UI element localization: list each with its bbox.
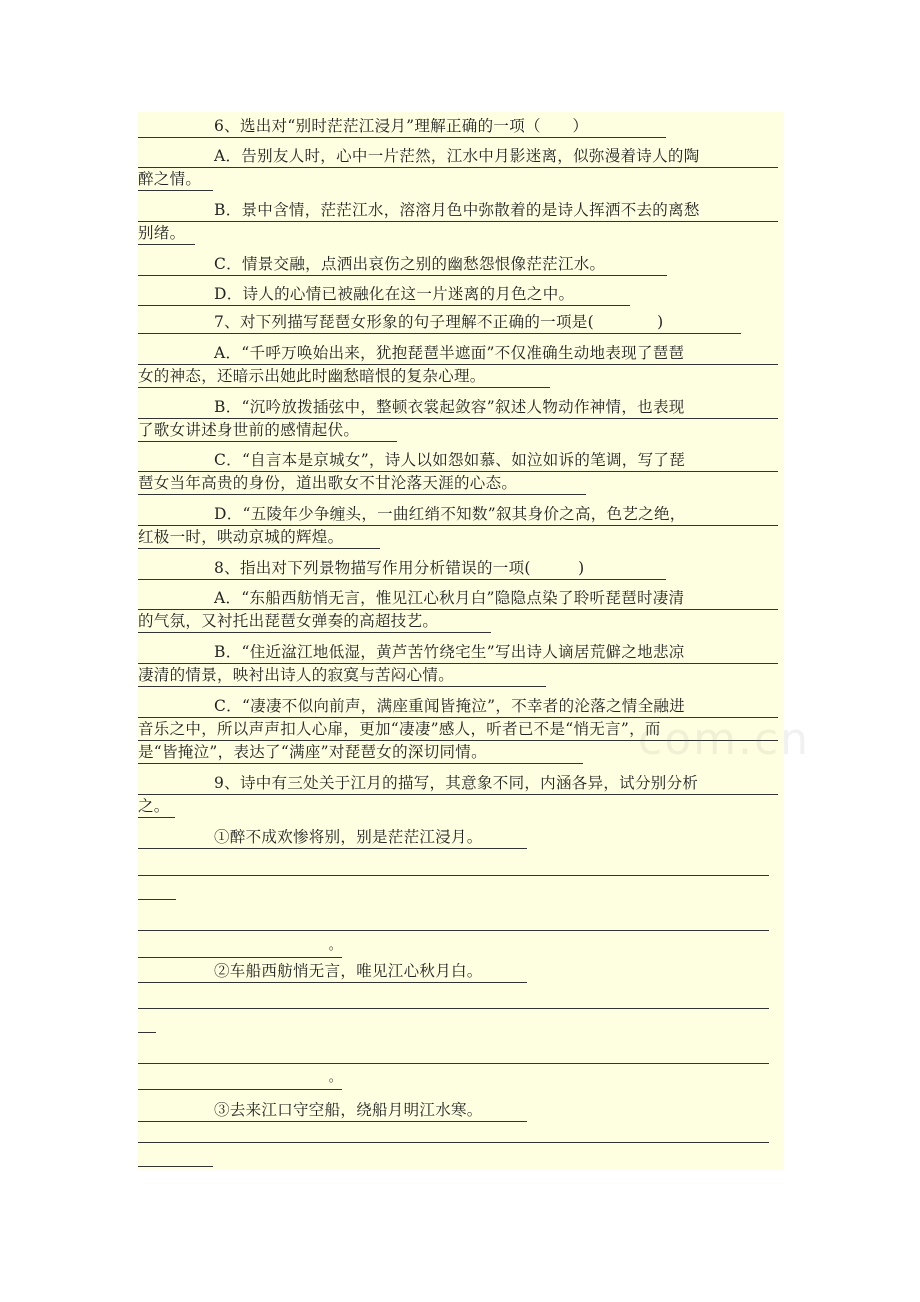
- q6-option-a-line1: A．告别友人时，心中一片茫然，江水中月影迷离，似弥漫着诗人的陶: [138, 145, 778, 168]
- q7-option-b-line1: B．“沉吟放拨插弦中，整顿衣裳起敛容”叙述人物动作神情，也表现: [138, 396, 778, 419]
- q8-option-c-line3: 是“皆掩泣”，表达了“满座”对琵琶女的深切同情。: [138, 741, 583, 764]
- q8-option-b-line2: 凄清的情景，映衬出诗人的寂寞与苦闷心情。: [138, 664, 546, 687]
- q8-option-b-line1: B．“住近湓江地低湿，黄芦苦竹绕宅生”写出诗人谪居荒僻之地悲凉: [138, 641, 778, 664]
- q6-option-c: C．情景交融，点洒出哀伤之别的幽愁怨恨像茫茫江水。: [138, 253, 667, 276]
- q7-option-d-line2: 红极一时，哄动京城的辉煌。: [138, 526, 380, 549]
- q7-option-b-line2: 了歌女讲述身世前的感情起伏。: [138, 419, 397, 442]
- answer-line: [138, 1063, 769, 1064]
- q8-option-a-line2: 的气氛，又衬托出琵琶女弹奏的高超技艺。: [138, 610, 491, 633]
- answer-end-mark: 。: [138, 1067, 342, 1090]
- q8-option-c-line2: 音乐之中，所以声声扣人心扉，更加“凄凄”感人，听者已不是“悄无言”，而: [138, 718, 778, 741]
- q9-stem-line2: 之。: [138, 795, 175, 818]
- q9-sentence-2: ②车船西舫悄无言，唯见江心秋月白。: [138, 960, 527, 983]
- answer-line: [138, 1142, 769, 1143]
- answer-line: [138, 1032, 156, 1033]
- q9-stem-line1: 9、诗中有三处关于江月的描写，其意象不同，内涵各异，试分别分析: [138, 772, 778, 795]
- answer-line: [138, 930, 769, 931]
- q7-option-d-line1: D．“五陵年少争缠头，一曲红绡不知数”叙其身价之高，色艺之绝，: [138, 503, 778, 526]
- answer-line: [138, 899, 176, 900]
- answer-end-mark: 。: [138, 935, 342, 958]
- watermark: com.cn: [638, 714, 811, 765]
- q9-sentence-1: ①醉不成欢惨将别，别是茫茫江浸月。: [138, 826, 527, 849]
- q6-option-b-line2: 别绪。: [138, 222, 195, 245]
- q7-option-c-line1: C．“自言本是京城女”，诗人以如怨如慕、如泣如诉的笔调，写了琵: [138, 449, 778, 472]
- q8-option-c-line1: C．“凄凄不似向前声，满座重闻皆掩泣”，不幸者的沦落之情全融进: [138, 695, 778, 718]
- q9-sentence-3: ③去来江口守空船，绕船月明江水寒。: [138, 1099, 527, 1122]
- q7-stem: 7、对下列描写琵琶女形象的句子理解不正确的一项是( ): [138, 311, 741, 334]
- q7-option-c-line2: 琶女当年高贵的身份，道出歌女不甘沦落天涯的心态。: [138, 472, 586, 495]
- q6-stem: 6、选出对“别时茫茫江浸月”理解正确的一项（ ）: [138, 115, 666, 138]
- q8-option-a-line1: A．“东船西舫悄无言，惟见江心秋月白”隐隐点染了聆听琵琶时凄清: [138, 587, 778, 610]
- worksheet-page: [138, 112, 811, 1170]
- answer-line: [138, 1166, 213, 1167]
- answer-line: [138, 875, 769, 876]
- q7-option-a-line2: 女的神态，还暗示出她此时幽愁暗恨的复杂心理。: [138, 365, 550, 388]
- q6-option-a-line2: 醉之情。: [138, 168, 213, 191]
- q7-option-a-line1: A．“千呼万唤始出来，犹抱琵琶半遮面”不仅准确生动地表现了琶琶: [138, 342, 778, 365]
- q6-option-d: D．诗人的心情已被融化在这一片迷离的月色之中。: [138, 283, 630, 306]
- q6-option-b-line1: B．景中含情，茫茫江水，溶溶月色中弥散着的是诗人挥洒不去的离愁: [138, 199, 778, 222]
- q8-stem: 8、指出对下列景物描写作用分析错误的一项( ): [138, 557, 666, 580]
- answer-line: [138, 1008, 769, 1009]
